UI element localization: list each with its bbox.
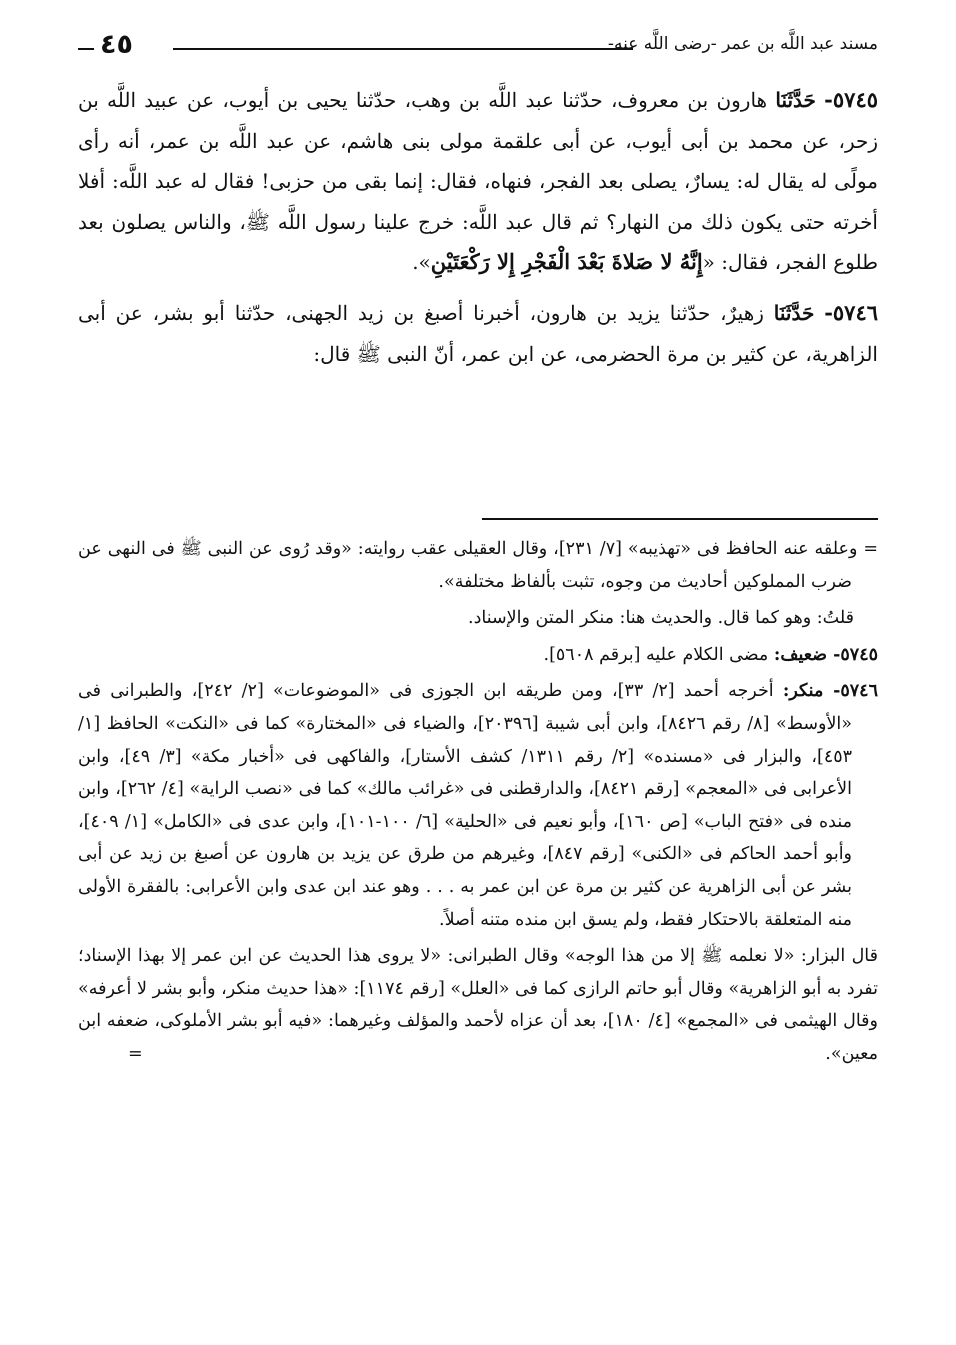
footnote-text: أخرجه أحمد [٢/ ٣٣]، ومن طريقه ابن الجوزى فى «الموضوعات» [٢/ ٢٤٢]، والطبرانى فى «الأوسط» [٨/ رقم ٨٤٢٦]، وابن أبى شيبة [٢٠٣٩٦]، والضياء فى «المختارة» كما فى «النكت» الحافظ [١/ ٤٥٣]، والبزار فى «مسنده» [٢/ رقم ١٣١١/ كشف الأستار]، والفاكهى فى «أخبار مكة» [٣/ ٤٩]، وابن الأعرابى فى «المعجم» [رقم ٨٤٢١]، والدارقطنى فى «غرائب مالك» كما فى «نصب الراية» [٤/ ٢٦٢]، وابن منده فى «فتح الباب» [ص ١٦٠]، وأبو نعيم فى «الحلية» [٦/ ١٠٠-١٠١]، وابن عدى فى «الكامل» [١/ ٤٠٩]، وأبو أحمد الحاكم فى «الكنى» [رقم ٨٤٧]، وغيرهم من طرق عن يزيد بن هارون عن أصبغ بن زيد عن أبى بشر عن أبى الزاهرية عن كثير بن مرة عن ابن عمر به . . . وهو عند ابن عدى وابن الأعرابى: بالفقرة الأولى منه المتعلقة بالاحتكار فقط، ولم يسق ابن منده متنه أصلاً. — [78, 681, 853, 930]
footnotes — [78, 533, 878, 1075]
header-dash — [78, 48, 94, 50]
hadith-lead: حَدَّثَنَا — [775, 88, 816, 112]
hadith-lead: حَدَّثَنَا — [773, 300, 815, 325]
footnote-separator — [482, 518, 878, 520]
main-text — [78, 80, 878, 384]
hadith-tail: ». — [412, 250, 431, 275]
footnote-text: قال البزار: «لا نعلمه ﷺ إلا من هذا الوجه» وقال الطبرانى: «لا يروى هذا الحديث عن ابن عمر إلا بهذا الإسناد؛ تفرد به أبو الزاهرية» وقال أبو حاتم الرازى كما فى «العلل» [رقم ١١٧٤]: «هذا حديث منكر، وأبو بشر لا أعرفه» وقال الهيثمى فى «المجمع» [٤/ ١٨٠]، بعد أن عزاه لأحمد والمؤلف وغيرهما: «فيه أبو بشر الأملوكى، ضعفه ابن معين». — [78, 946, 878, 1064]
footnote-label: ٥٧٤٥- ضعيف: — [773, 644, 878, 665]
continuation-mark: = — [128, 1043, 143, 1064]
hadith-text: زهيرٌ، حدّثنا يزيد بن هارون، أخبرنا أصبغ بن زيد الجهنى، حدّثنا أبو بشر، عن أبى الزاهرية، عن كثير بن مرة الحضرمى، عن ابن عمر، أنّ النبى ﷺ قال: — [78, 300, 878, 366]
hadith-matn: إِنَّهُ لا صَلاةَ بَعْدَ الْفَجْرِ إِلا رَكْعَتَيْنِ — [430, 249, 703, 275]
page-number: ٤٥ — [100, 29, 133, 60]
page-header — [78, 26, 878, 70]
hadith-5746 — [78, 293, 878, 374]
hadith-text: هارون بن معروف، حدّثنا عبد اللَّه بن وهب، حدّثنا يحيى بن أيوب، عن عبيد اللَّه بن زحر، عن محمد بن أبى أيوب، عن أبى علقمة مولى بنى هاشم، عن عبد اللَّه بن عمر، أنه رأى مولًى له يقال له: يسارٌ، يصلى بعد الفجر، فنهاه، فقال: إنما بقى من حزبى! فقال له عبد اللَّه: أفلا أخرته حتى يكون ذلك من النهار؟ ثم قال عبد اللَّه: خرج علينا رسول اللَّه ﷺ، والناس يصلون بعد طلوع الفجر، فقال: « — [78, 88, 878, 275]
footnote-continued: = وعلقه عنه الحافظ فى «تهذيبه» [٧/ ٢٣١]، وقال العقيلى عقب روايته: «وقد رُوى عن النبى ﷺ فى النهى عن ضرب المملوكين أحاديث من وجوه، تثبت بألفاظ مختلفة». — [78, 539, 878, 592]
footnote-5745 — [78, 639, 878, 672]
footnote-5746 — [78, 675, 878, 936]
running-title: مسند عبد اللَّه بن عمر -رضى اللَّه عنه- — [607, 34, 878, 54]
hadith-5745 — [78, 80, 878, 283]
footnote-remark: قلتُ: وهو كما قال. والحديث هنا: منكر المتن والإسناد. — [468, 608, 854, 629]
footnote-text: مضى الكلام عليه [برقم ٥٦٠٨]. — [543, 644, 769, 665]
footnote-bazzar — [78, 940, 878, 1070]
header-rule — [173, 48, 633, 50]
hadith-number: ٥٧٤٥- — [824, 87, 879, 112]
footnote-label: ٥٧٤٦- منكر: — [782, 681, 878, 702]
hadith-number: ٥٧٤٦- — [824, 299, 879, 325]
